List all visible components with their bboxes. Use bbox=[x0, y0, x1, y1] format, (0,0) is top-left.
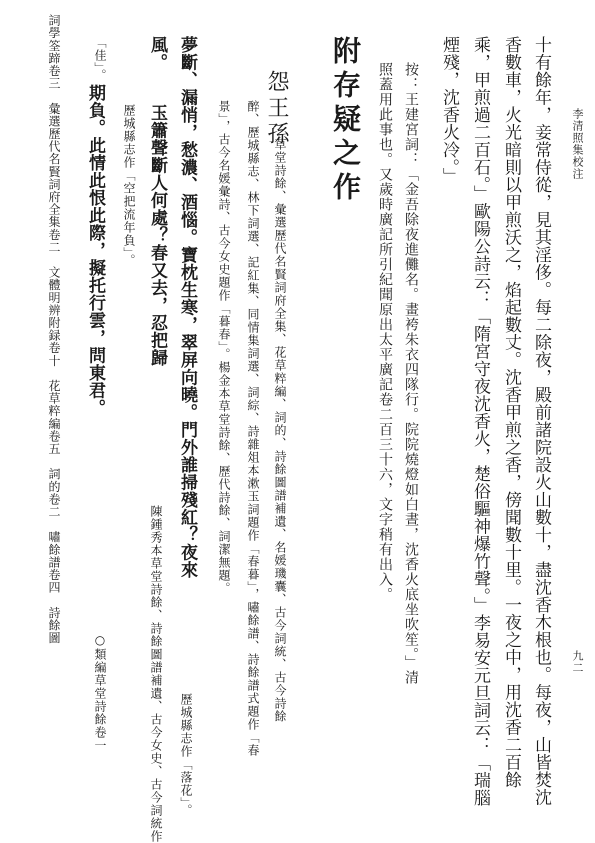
body-line-2: 香數車，火光暗則以甲煎沃之，焰起數丈。沈香甲煎之香，傍聞數十里。一夜之中，用沈香二百餘 bbox=[501, 36, 521, 789]
note-line-1: 按：王建宮詞：「金吾除夜進儺名。畫袴朱衣四隊行。院院燒燈如白晝，沈香火底坐吹笙。」清 bbox=[403, 62, 419, 685]
section-heading: 附存疑之作 bbox=[329, 36, 362, 206]
poem-line-4: 期負。此情此恨此際，擬托行雲，問東君。 bbox=[85, 84, 105, 417]
poem-inline-note-2: 陳鍾秀本草堂詩餘、詩餘圖譜補遺、古今女史、古今詞統作 bbox=[149, 505, 163, 843]
body-line-3: 乘，甲煎過二百石。」歐陽公詩云：「隋宮守夜沈香火，楚俗驅神爆竹聲。」李易安元旦詞云：「瑞腦 bbox=[470, 36, 490, 807]
book-title-header: 李清照集校注 bbox=[571, 108, 584, 180]
page-number: 九二 bbox=[571, 650, 584, 674]
poem-inline-note-5: ○類編草堂詩餘卷一 bbox=[93, 633, 107, 752]
poem-line-2: 風。 bbox=[147, 36, 167, 71]
poem-title: 怨王孫 bbox=[264, 70, 289, 148]
poem-line-1: 夢斷、漏悄，愁濃、酒惱。寶枕生寒，翠屏向曉。門外誰掃殘紅？夜來 bbox=[177, 36, 197, 579]
footnote-source-line: 詞學筌蹄卷三 彙選歷代名賢詞府全集卷二 文體明辨附録卷十 花草粹編卷五 詞的卷二 嘯餘譜卷四 詩餘圖 bbox=[47, 14, 61, 644]
poem-source-line-2: 醉、歷城縣志、林下詞選、記紅集、同情集詞選、詞綜、詩雜俎本漱玉詞題作「春暮」，嘯餘譜、詩餘譜式題作「春 bbox=[246, 100, 260, 757]
poem-line-3: 玉簫聲斷人何處？春又去，忍把歸 bbox=[147, 104, 167, 367]
body-line-4: 煙殘，沈香火冷。」 bbox=[439, 36, 459, 185]
note-line-2: 照蓋用此事也。又歲時廣記所引紀聞原出太平廣記卷二百三十六，文字稍有出入。 bbox=[377, 62, 393, 602]
poem-inline-note-4: 「佳」。 bbox=[93, 36, 107, 82]
body-line-1: 十有餘年，妾常侍從，見其淫侈。每二除夜，殿前諸院設火山數十，盡沈香木根也。每夜，山皆焚沈 bbox=[531, 36, 551, 806]
poem-source-line-3: 景」，古今名媛彙詩、古今女史題作「暮春」。楊金本草堂詩餘、歷代詩餘、詞潔無題。 bbox=[217, 100, 231, 595]
poem-inline-note-1: 歷城縣志作「落花」。 bbox=[179, 693, 193, 817]
poem-inline-note-3: 歷城縣志作「空把流年負」。 bbox=[122, 104, 136, 267]
poem-source-line-1: 草堂詩餘、彙選歷代名賢詞府全集、花草粹編、詞的、詩餘圖譜補遺、名媛璣囊、古今詞統、古今詩餘 bbox=[273, 138, 287, 723]
